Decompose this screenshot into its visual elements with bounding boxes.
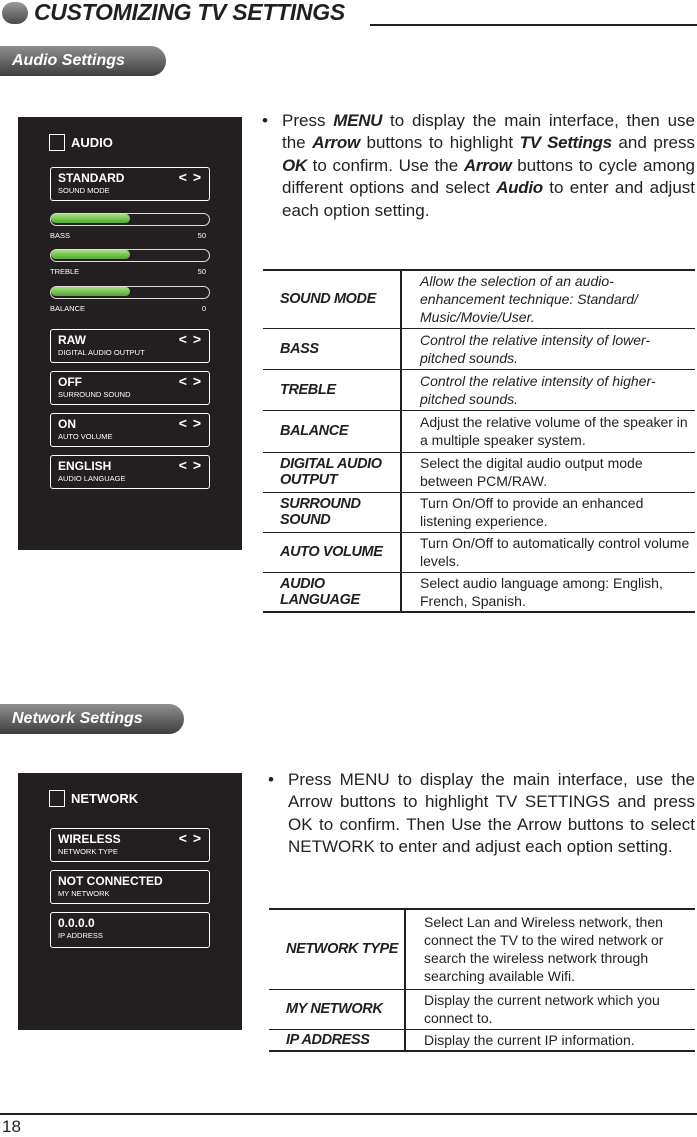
table-desc: Turn On/Off to automatically control volume levels. [420, 535, 690, 569]
text-run: Press [282, 111, 334, 130]
table-desc: Select the digital audio output mode between PCM/RAW. [420, 455, 643, 489]
keyword: MENU [333, 111, 383, 130]
table-key: NETWORK TYPE [269, 909, 405, 989]
keyword: OK [282, 155, 307, 175]
bullet-dot: • [268, 770, 274, 789]
slider-value: 50 [197, 267, 206, 276]
slider-value: 0 [201, 304, 206, 313]
text-run: and press [611, 133, 695, 153]
text-run: to display the main interface, then use the [282, 111, 695, 153]
ip-address-option[interactable] [50, 912, 210, 948]
page-title: CUSTOMIZING TV SETTINGS [34, 0, 345, 25]
keyword: Arrow [312, 133, 360, 153]
left-right-arrows-icon[interactable]: < > [178, 331, 202, 347]
audio-instructions [262, 110, 695, 222]
keyword: Audio [496, 178, 543, 198]
keyword: TV Settings [519, 133, 612, 153]
option-value: WIRELESS [58, 832, 121, 846]
surround-sound-option[interactable] [50, 371, 210, 405]
table-key: DIGITAL AUDIO OUTPUT [263, 452, 401, 492]
left-right-arrows-icon[interactable]: < > [178, 457, 202, 473]
audio-settings-pill: Audio Settings [0, 46, 166, 76]
auto-volume-option[interactable] [50, 413, 210, 447]
text-run: buttons to highlight [359, 133, 520, 153]
option-label: AUDIO LANGUAGE [58, 474, 126, 483]
option-value: RAW [58, 333, 86, 347]
network-settings-pill: Network Settings [0, 704, 184, 734]
text-run: to enter and adjust each option setting. [282, 178, 695, 220]
network-tv-screen [18, 773, 242, 1030]
table-desc: Turn On/Off to provide an enhanced listening experience. [420, 495, 644, 529]
option-value: OFF [58, 375, 82, 389]
table-key: BASS [263, 328, 401, 369]
table-desc: Display the current IP information. [424, 1031, 635, 1048]
option-label: AUTO VOLUME [58, 432, 113, 441]
audio-menu-title: AUDIO [71, 135, 113, 150]
table-key: SOUND MODE [263, 270, 401, 328]
option-label: IP ADDRESS [58, 931, 103, 940]
option-value: ENGLISH [58, 459, 112, 473]
footer-rule [0, 1113, 697, 1115]
keyword: Arrow [463, 155, 512, 175]
audio-tv-screen [18, 117, 242, 550]
option-value: NOT CONNECTED [58, 874, 163, 888]
text-run: buttons to cycle among different options and select [282, 155, 695, 198]
left-right-arrows-icon[interactable]: < > [178, 830, 202, 846]
table-key: BALANCE [263, 410, 401, 452]
network-spec-table [269, 908, 695, 1052]
option-value: ON [58, 417, 76, 431]
table-desc: Select Lan and Wireless network, then connect the TV to the wired network or search the wireless network through searching available Wifi. [424, 914, 664, 985]
option-label: DIGITAL AUDIO OUTPUT [58, 348, 145, 357]
sound-mode-option[interactable] [50, 167, 210, 201]
header-icon [2, 2, 28, 24]
slider-label: BASS [50, 231, 71, 240]
option-label: SOUND MODE [58, 186, 110, 195]
table-desc: Adjust the relative volume of the speaker in a multiple speaker system. [420, 414, 688, 448]
left-right-arrows-icon[interactable]: < > [178, 415, 202, 431]
table-row [269, 909, 695, 989]
bullet-dot: • [262, 111, 268, 130]
table-row [269, 1029, 695, 1051]
left-right-arrows-icon[interactable]: < > [178, 373, 202, 389]
table-row [263, 410, 695, 452]
table-key: SURROUND SOUND [263, 492, 401, 532]
network-type-option[interactable] [50, 828, 210, 862]
my-network-option[interactable] [50, 870, 210, 904]
table-row [263, 328, 695, 369]
table-row [263, 532, 695, 572]
table-row [263, 369, 695, 410]
option-value: STANDARD [58, 171, 125, 185]
table-key: TREBLE [263, 369, 401, 410]
table-row [269, 989, 695, 1029]
table-desc: Control the relative intensity of higher-pitched sounds. [420, 372, 656, 407]
checkbox-icon [49, 790, 65, 807]
network-menu-title: NETWORK [71, 791, 139, 806]
slider-value: 50 [197, 231, 206, 240]
slider-fill [51, 287, 130, 296]
option-label: SURROUND SOUND [58, 390, 131, 399]
table-desc: Control the relative intensity of lower-pitched sounds. [420, 331, 651, 366]
slider-fill [51, 214, 130, 223]
page-number: 18 [2, 1117, 21, 1136]
table-row [263, 572, 695, 612]
text-run: to confirm. Use the [306, 155, 464, 175]
table-desc: Select audio language among: English, French, Spanish. [420, 574, 663, 609]
network-instructions [268, 769, 695, 859]
slider-label: TREBLE [50, 267, 80, 276]
table-desc: Display the current network which you connect to. [424, 992, 660, 1026]
table-key: MY NETWORK [269, 989, 405, 1029]
digital-audio-output-option[interactable] [50, 329, 210, 363]
table-key: AUTO VOLUME [263, 532, 401, 572]
option-label: MY NETWORK [58, 889, 110, 898]
option-label: NETWORK TYPE [58, 847, 118, 856]
audio-language-option[interactable] [50, 455, 210, 489]
slider-label: BALANCE [50, 304, 86, 313]
slider-fill [51, 250, 130, 259]
table-row [263, 492, 695, 532]
left-right-arrows-icon[interactable]: < > [178, 169, 202, 185]
audio-spec-table [263, 269, 695, 613]
table-row [263, 452, 695, 492]
table-desc: Allow the selection of an audio-enhancement technique: Standard/ Music/Movie/User. [420, 273, 638, 326]
table-key: IP ADDRESS [269, 1029, 405, 1051]
network-menu-header [49, 790, 138, 807]
instruction-text: Press MENU to display the main interface, use the Arrow buttons to highlight TV SETTINGS and press OK to confirm. Then Use the Arrow buttons to select NETWORK to enter and adjust each option setting. [288, 770, 695, 857]
table-key: AUDIO LANGUAGE [263, 572, 401, 612]
table-row [263, 270, 695, 328]
header-rule [370, 24, 697, 26]
audio-menu-header [49, 134, 113, 151]
option-value: 0.0.0.0 [58, 916, 95, 930]
checkbox-icon [49, 134, 65, 151]
